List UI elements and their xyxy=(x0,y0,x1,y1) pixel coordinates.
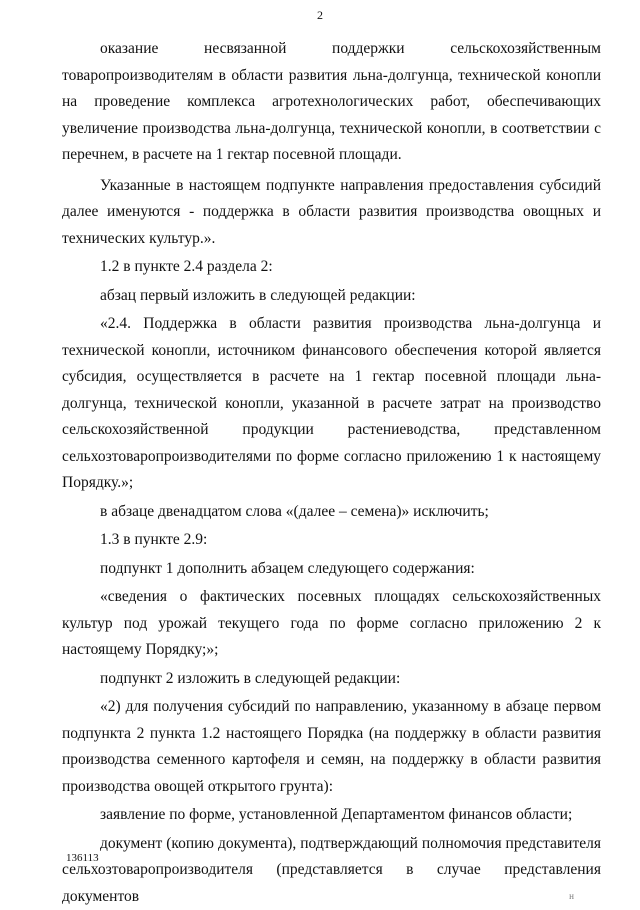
document-body xyxy=(62,36,601,910)
paragraph-7: 1.3 в пункте 2.9: xyxy=(62,527,601,554)
page-number: 2 xyxy=(0,8,640,23)
paragraph-12: заявление по форме, установленной Департаментом финансов области; xyxy=(62,802,601,829)
paragraph-13: документ (копию документа), подтверждающий полномочия представителя сельхозтоваропроизводителя (представляется в случае представления документов xyxy=(62,831,601,910)
paragraph-9: «сведения о фактических посевных площадях сельскохозяйственных культур под урожай текущего года по форме согласно приложению 2 к настоящему Порядку;»; xyxy=(62,584,601,664)
paragraph-8: подпункт 1 дополнить абзацем следующего содержания: xyxy=(62,556,601,583)
paragraph-11: «2) для получения субсидий по направлению, указанному в абзаце первом подпункта 2 пункта 1.2 настоящего Порядка (на поддержку в области развития производства семенного картофеля и семян, на поддержку в области развития производства овощей открытого грунта): xyxy=(62,694,601,800)
paragraph-1: оказание несвязанной поддержки сельскохозяйственным товаропроизводителям в области развития льна-долгунца, технической конопли на проведение комплекса агротехнологических работ, обеспечивающих увеличение производства льна-долгунца, технической конопли, в соответствии с перечнем, в расчете на 1 гектар посевной площади. xyxy=(62,36,601,169)
paragraph-3: 1.2 в пункте 2.4 раздела 2: xyxy=(62,254,601,281)
paragraph-10: подпункт 2 изложить в следующей редакции: xyxy=(62,666,601,693)
paragraph-2: Указанные в настоящем подпункте направления предоставления субсидий далее именуются - поддержка в области развития производства овощных и технических культур.». xyxy=(62,173,601,253)
paragraph-5: «2.4. Поддержка в области развития производства льна-долгунца и технической конопли, источником финансового обеспечения которой является субсидия, осуществляется в расчете на 1 гектар посевной площади льна-долгунца, технической конопли, указанной в расчете затрат на производство сельскохозяйственной продукции растениеводства, представленном сельхозтоваропроизводителями по форме согласно приложению 1 к настоящему Порядку.»; xyxy=(62,311,601,497)
document-code: 136113 xyxy=(66,852,99,864)
paragraph-6: в абзаце двенадцатом слова «(далее – семена)» исключить; xyxy=(62,499,601,526)
corner-mark: н xyxy=(569,891,574,901)
paragraph-4: абзац первый изложить в следующей редакции: xyxy=(62,283,601,310)
